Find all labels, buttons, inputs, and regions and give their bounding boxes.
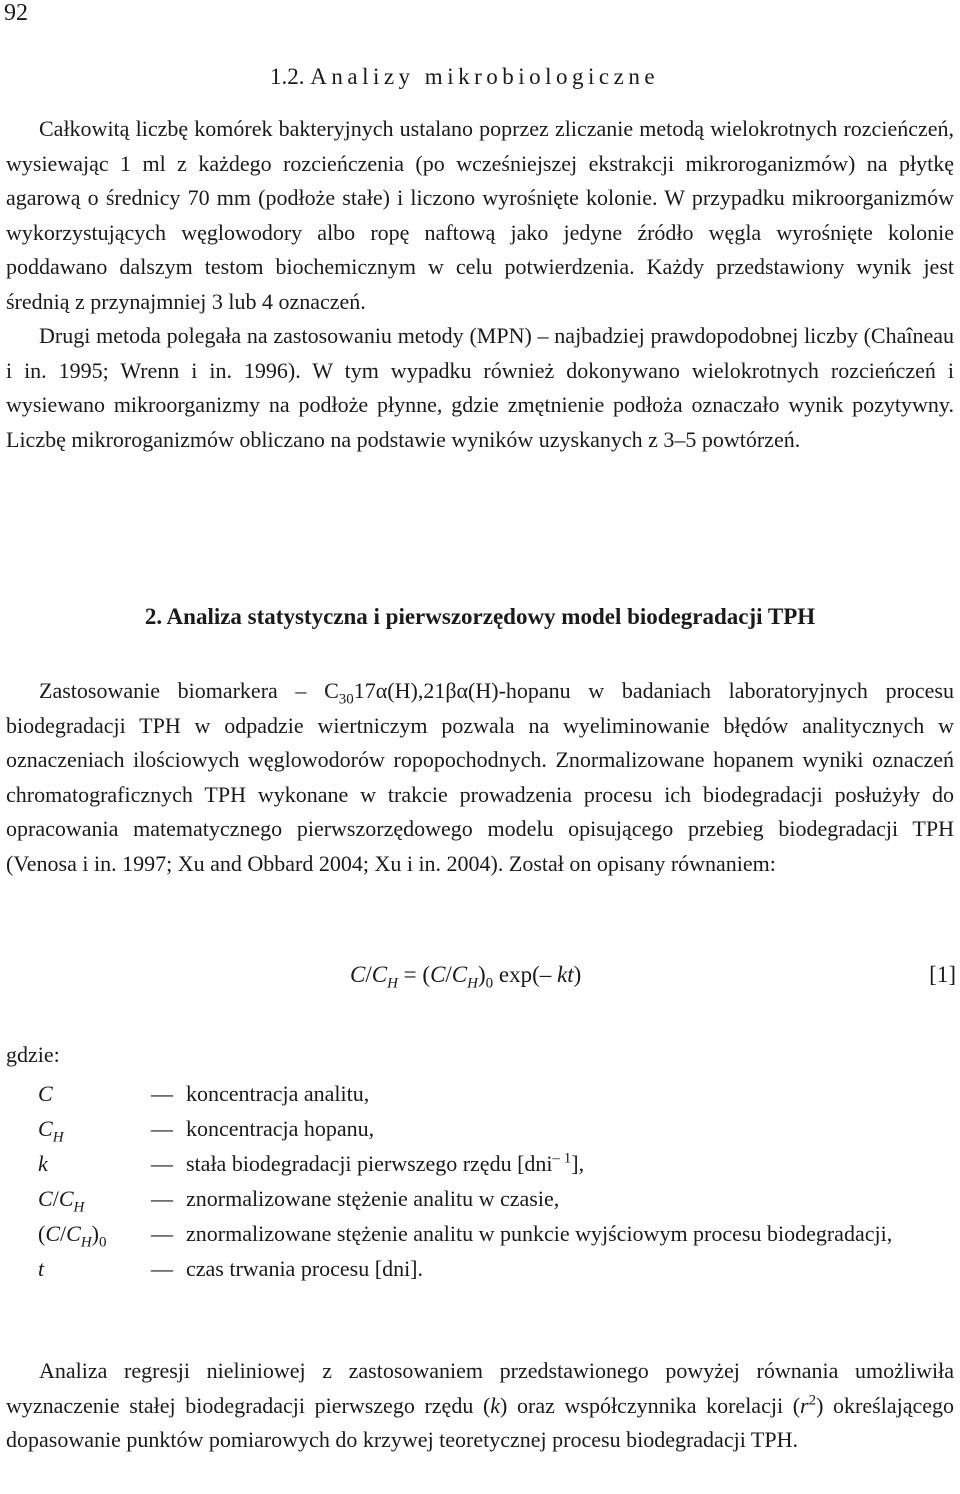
paragraph: Analiza regresji nieliniowej z zastosowaniem przedstawionego powyżej równania umożliwiła wyznaczenie stałej biodegradacji pierwszego rzędu (k) oraz współczynnika korelacji $(r^2)$ określającego dopasowanie punktów pomiarowych do krzywej teoretycznej procesu biodegradacji TPH. [6, 1358, 954, 1452]
legend-description: znormalizowane stężenie analitu w czasie, [186, 1186, 560, 1211]
legend-description: koncentracja analitu, [186, 1081, 370, 1106]
model-text [6, 674, 954, 881]
legend-dash: — [151, 1221, 173, 1246]
legend-row-ch [38, 1111, 948, 1146]
microbiology-text [6, 112, 954, 457]
legend-symbol: k [38, 1151, 48, 1176]
legend-dash: — [151, 1081, 173, 1106]
paragraph: Zastosowanie biomarkera – $C_{30}17\alpha(H),21\beta\alpha(H)$-hopanu w badaniach laboratoryjnych procesu biodegradacji TPH w odpadzie wiertniczym pozwala na wyeliminowanie błędów analitycznych w oznaczeniach ilościowych węglowodorów ropopochodnych. Znormalizowane hopanem wyniki oznaczeń chromatograficznych TPH wykonane w trakcie prowadzenia procesu ich biodegradacji posłużyły do opracowania matematycznego pierwszorzędowego modelu opisującego przebieg biodegradacji TPH (Venosa i in. 1997; Xu and Obbard 2004; Xu i in. 2004). Został on opisany równaniem: [6, 678, 954, 876]
subsection-heading [270, 64, 659, 90]
regression-text [6, 1354, 954, 1458]
legend-description: czas trwania procesu [dni]. [186, 1256, 424, 1281]
section-heading [0, 604, 960, 630]
symbol-legend [38, 1076, 948, 1286]
subsection-number: 1.2. [270, 64, 305, 89]
legend-row-t [38, 1251, 948, 1286]
section-number: 2. [144, 604, 163, 629]
equation-1 [0, 962, 960, 996]
equation-number: [1] [929, 962, 956, 987]
legend-dash: — [151, 1151, 173, 1176]
section-title: Analiza statystyczna i pierwszorzędowy model biodegradacji TPH [166, 604, 816, 629]
page-number: 92 [4, 0, 28, 26]
legend-description: koncentracja hopanu, [186, 1116, 375, 1141]
legend-symbol: $C_H$ [38, 1116, 64, 1146]
legend-dash: — [151, 1256, 173, 1281]
legend-description: stała biodegradacji pierwszego rzędu [dni$^{- 1}$], [186, 1150, 585, 1176]
legend-row-c-ch [38, 1181, 948, 1216]
legend-dash: — [151, 1116, 173, 1141]
legend-symbol: C [38, 1081, 53, 1106]
equation-formula: $C/C_H = (C/C_H)_0$ exp(– kt) [350, 962, 582, 992]
legend-description: znormalizowane stężenie analitu w punkcie wyjściowym procesu biodegradacji, [186, 1221, 893, 1246]
paragraph: Drugi metoda polegała na zastosowaniu metody (MPN) – najbadziej prawdopodobnej liczby (Chaîneau i in. 1995; Wrenn i in. 1996). W tym wypadku również dokonywano wielokrotnych rozcieńczeń i wysiewano mikroorganizmy na podłoże płynne, gdzie zmętnienie podłoża oznaczało wynik pozytywny. Liczbę mikroroganizmów obliczano na podstawie wyników uzyskanych z 3–5 powtórzeń. [6, 323, 954, 452]
subsection-title: Analizy mikrobiologiczne [310, 64, 660, 89]
legend-row-k [38, 1146, 948, 1181]
legend-row-c-ch-0 [38, 1216, 948, 1251]
legend-symbol: $C/C_H$ [38, 1186, 85, 1216]
where-label: gdzie: [6, 1042, 60, 1067]
legend-symbol: $(C/C_H)_0$ [38, 1221, 107, 1251]
legend-row-c [38, 1076, 948, 1111]
legend-symbol: t [38, 1256, 45, 1281]
legend-dash: — [151, 1186, 173, 1211]
paragraph: Całkowitą liczbę komórek bakteryjnych ustalano poprzez zliczanie metodą wielokrotnych rozcieńczeń, wysiewając 1 ml z każdego rozcieńczenia (po wcześniejszej ekstrakcji mikroroganizmów) na płytkę agarową o średnicy 70 mm (podłoże stałe) i liczono wyrośnięte kolonie. W przypadku mikroorganizmów wykorzystujących węglowodory albo ropę naftową jako jedyne źródło węgla wyrośnięte kolonie poddawano dalszym testom biochemicznym w celu potwierdzenia. Każdy przedstawiony wynik jest średnią z przynajmniej 3 lub 4 oznaczeń. [6, 116, 954, 314]
